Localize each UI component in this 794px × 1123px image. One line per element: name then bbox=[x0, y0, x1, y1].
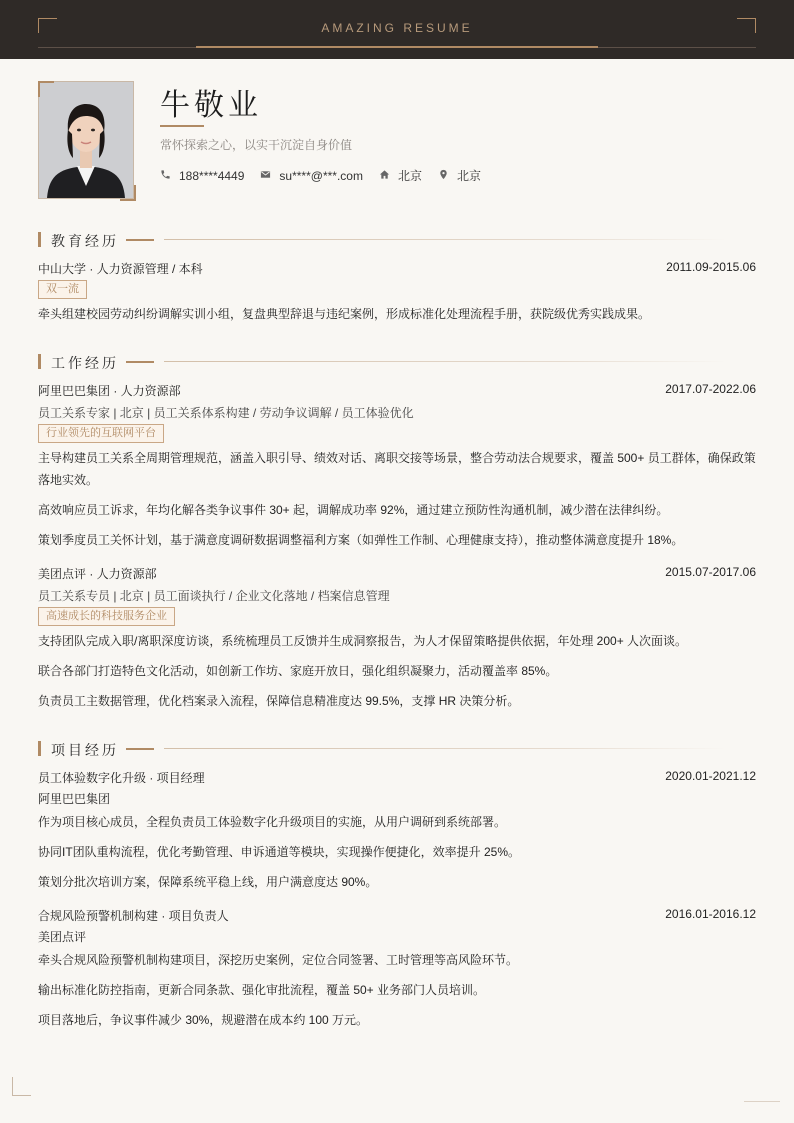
project-name: 员工体验数字化升级 · 项目经理 bbox=[38, 771, 205, 785]
home-icon bbox=[379, 169, 398, 183]
section-rule-long bbox=[164, 239, 726, 240]
work-bullet: 主导构建员工关系全周期管理规范，涵盖入职引导、绩效对话、离职交接等场景，整合劳动法合规要求，覆盖 500+ 员工群体，确保政策落地实效。 bbox=[38, 451, 756, 487]
project-bullet: 项目落地后，争议事件减少 30%，规避潜在成本约 100 万元。 bbox=[38, 1013, 369, 1027]
name-underline bbox=[160, 125, 204, 127]
candidate-name: 牛敬业 bbox=[160, 88, 262, 123]
work-bullet: 支持团队完成入职/离职深度访谈，系统梳理员工反馈并生成洞察报告，为人才保留策略提供依据，年处理 200+ 人次面谈。 bbox=[38, 634, 688, 648]
contact-email bbox=[260, 169, 363, 183]
footer-corner-left bbox=[12, 1077, 31, 1096]
section-rule-short bbox=[126, 748, 154, 750]
tagline: 常怀探索之心，以实干沉淀自身价值 bbox=[160, 138, 353, 152]
banner-title: AMAZING RESUME bbox=[321, 21, 473, 35]
section-title: 项目经历 bbox=[51, 742, 119, 758]
project-bullet: 协同IT团队重构流程，优化考勤管理、申诉通道等模块，实现操作便捷化，效率提升 25%。 bbox=[38, 845, 521, 859]
education-date: 2011.09-2015.06 bbox=[666, 260, 756, 274]
work-tag: 行业领先的互联网平台 bbox=[38, 424, 164, 443]
education-school: 中山大学 · 人力资源管理 / 本科 bbox=[38, 262, 203, 276]
section-projects-header bbox=[38, 741, 756, 757]
work-bullet: 高效响应员工诉求，年均化解各类争议事件 30+ 起，调解成功率 92%，通过建立预防性沟通机制，减少潜在法律纠纷。 bbox=[38, 503, 669, 517]
project-company: 阿里巴巴集团 bbox=[38, 792, 111, 806]
work-role-line: 员工关系专员 | 北京 | 员工面谈执行 / 企业文化落地 / 档案信息管理 bbox=[38, 589, 390, 603]
header-band bbox=[0, 0, 794, 59]
location-pin-icon bbox=[438, 169, 457, 183]
work-date: 2015.07-2017.06 bbox=[665, 565, 756, 579]
project-date: 2016.01-2016.12 bbox=[665, 907, 756, 921]
work-company: 美团点评 · 人力资源部 bbox=[38, 567, 157, 581]
email-address: su****@***.com bbox=[279, 168, 363, 183]
phone-number: 188****4449 bbox=[179, 168, 245, 183]
mail-icon bbox=[260, 169, 279, 183]
section-title: 工作经历 bbox=[51, 355, 119, 371]
section-rule-short bbox=[126, 239, 154, 241]
contact-bar bbox=[160, 167, 497, 184]
project-bullet: 策划分批次培训方案，保障系统平稳上线，用户满意度达 90%。 bbox=[38, 875, 378, 889]
section-work-header bbox=[38, 354, 756, 370]
band-divider-accent bbox=[196, 46, 598, 48]
project-bullet: 牵头合规风险预警机制构建项目，深挖历史案例，定位合同签署、工时管理等高风险环节。 bbox=[38, 953, 519, 967]
phone-icon bbox=[160, 169, 179, 183]
section-marker bbox=[38, 354, 41, 369]
photo-corner-top-left bbox=[38, 81, 54, 97]
project-bullet: 输出标准化防控指南，更新合同条款、强化审批流程，覆盖 50+ 业务部门人员培训。 bbox=[38, 983, 486, 997]
footer-line-right bbox=[744, 1101, 780, 1102]
project-date: 2020.01-2021.12 bbox=[665, 769, 756, 783]
contact-phone bbox=[160, 169, 244, 183]
section-rule-short bbox=[126, 361, 154, 363]
education-tag: 双一流 bbox=[38, 280, 87, 299]
work-bullet: 联合各部门打造特色文化活动，如创新工作坊、家庭开放日，强化组织凝聚力，活动覆盖率 85%。 bbox=[38, 664, 558, 678]
work-tag: 高速成长的科技服务企业 bbox=[38, 607, 175, 626]
project-name: 合规风险预警机制构建 · 项目负责人 bbox=[38, 909, 229, 923]
hometown-text: 北京 bbox=[397, 169, 422, 183]
project-company: 美团点评 bbox=[38, 930, 87, 944]
section-marker bbox=[38, 741, 41, 756]
project-bullet: 作为项目核心成员，全程负责员工体验数字化升级项目的实施，从用户调研到系统部署。 bbox=[38, 815, 507, 829]
section-marker bbox=[38, 232, 41, 247]
section-rule-long bbox=[164, 361, 726, 362]
location-text: 北京 bbox=[456, 169, 481, 183]
section-title: 教育经历 bbox=[51, 233, 119, 249]
contact-hometown bbox=[379, 167, 422, 184]
work-bullet: 负责员工主数据管理，优化档案录入流程，保障信息精准度达 99.5%，支撑 HR 决策分析。 bbox=[38, 694, 520, 708]
profile-photo bbox=[38, 81, 134, 199]
work-bullet: 策划季度员工关怀计划，基于满意度调研数据调整福利方案（如弹性工作制、心理健康支持），推动整体满意度提升 18%。 bbox=[38, 533, 684, 547]
section-education-header bbox=[38, 232, 756, 248]
section-rule-long bbox=[164, 748, 726, 749]
photo-corner-bottom-right bbox=[120, 185, 136, 201]
work-date: 2017.07-2022.06 bbox=[665, 382, 756, 396]
education-description: 牵头组建校园劳动纠纷调解实训小组，复盘典型辞退与违纪案例，形成标准化处理流程手册，获院级优秀实践成果。 bbox=[38, 307, 651, 321]
work-company: 阿里巴巴集团 · 人力资源部 bbox=[38, 384, 181, 398]
portrait-illustration bbox=[39, 82, 133, 198]
contact-location bbox=[438, 167, 481, 184]
work-role-line: 员工关系专家 | 北京 | 员工关系体系构建 / 劳动争议调解 / 员工体验优化 bbox=[38, 406, 414, 420]
